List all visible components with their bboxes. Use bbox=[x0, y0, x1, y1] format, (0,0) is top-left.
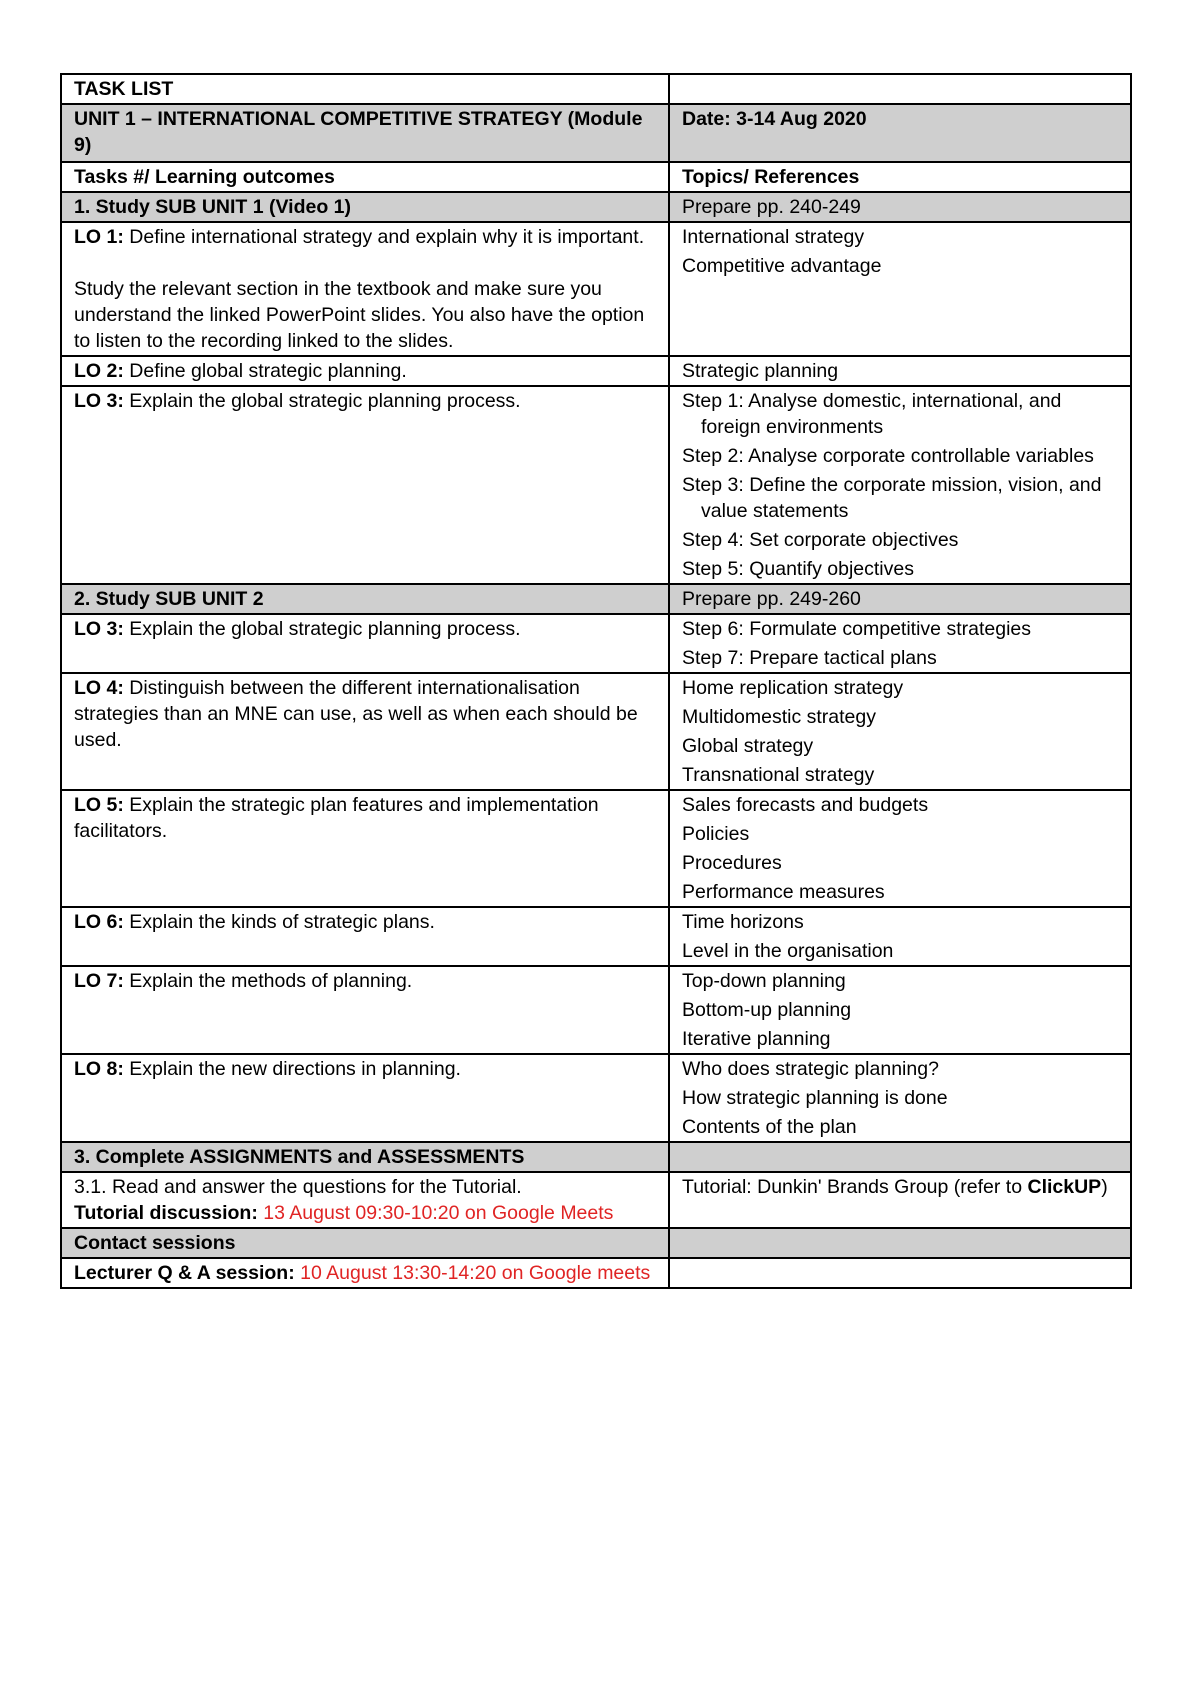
lo7-cell: LO 7: Explain the methods of planning. bbox=[61, 966, 669, 1054]
lo1-cell bbox=[61, 222, 669, 356]
topic-item: Step 1: Analyse domestic, international, and foreign environments bbox=[682, 390, 1062, 438]
lo7-topics bbox=[669, 966, 1131, 1054]
topic-item: Multidomestic strategy bbox=[682, 706, 876, 728]
lo3a-row bbox=[61, 386, 1131, 584]
lo4-topics bbox=[669, 673, 1131, 790]
topic-item: Performance measures bbox=[682, 881, 885, 903]
task-list-title: TASK LIST bbox=[61, 74, 669, 104]
topic-item: Bottom-up planning bbox=[682, 999, 852, 1021]
lo8-cell: LO 8: Explain the new directions in planning. bbox=[61, 1054, 669, 1142]
topic-item: Home replication strategy bbox=[682, 677, 904, 699]
section-1-reference: Prepare pp. 240-249 bbox=[669, 192, 1131, 222]
title-empty-cell bbox=[669, 74, 1131, 104]
section-2-row bbox=[61, 584, 1131, 614]
topic-item: Step 6: Formulate competitive strategies bbox=[682, 618, 1031, 640]
lo2-cell: LO 2: Define global strategic planning. bbox=[61, 356, 669, 386]
contact-sessions-empty-cell bbox=[669, 1228, 1131, 1258]
lo2-row bbox=[61, 356, 1131, 386]
contact-sessions-heading: Contact sessions bbox=[61, 1228, 669, 1258]
col-header-topics: Topics/ References bbox=[669, 162, 1131, 192]
lo4-cell: LO 4: Distinguish between the different internationalisation strategies than an MNE can use, as well as when each should be used. bbox=[61, 673, 669, 790]
lo1-note: Study the relevant section in the textbook and make sure you understand the linked PowerPoint slides. You also have the option to listen to the recording linked to the slides. bbox=[74, 278, 645, 352]
topic-item: Competitive advantage bbox=[682, 255, 882, 277]
lo6-topics bbox=[669, 907, 1131, 966]
contact-sessions-row bbox=[61, 1228, 1131, 1258]
topic-item: Procedures bbox=[682, 852, 782, 874]
unit-date: Date: 3-14 Aug 2020 bbox=[669, 104, 1131, 162]
topic-item: Top-down planning bbox=[682, 970, 846, 992]
lo3b-row bbox=[61, 614, 1131, 673]
section-1-row bbox=[61, 192, 1131, 222]
unit-row bbox=[61, 104, 1131, 162]
tutorial-row bbox=[61, 1172, 1131, 1228]
lo3a-topics bbox=[669, 386, 1131, 584]
topic-item: How strategic planning is done bbox=[682, 1087, 948, 1109]
lo5-cell: LO 5: Explain the strategic plan features and implementation facilitators. bbox=[61, 790, 669, 907]
lo4-row bbox=[61, 673, 1131, 790]
lo2-topics bbox=[669, 356, 1131, 386]
topic-item: Step 3: Define the corporate mission, vision, and value statements bbox=[682, 474, 1102, 522]
tutorial-discussion: Tutorial discussion: 13 August 09:30-10:20 on Google Meets bbox=[74, 1202, 614, 1224]
tutorial-topic: Tutorial: Dunkin' Brands Group (refer to ClickUP) bbox=[669, 1172, 1131, 1228]
topic-item: Sales forecasts and budgets bbox=[682, 794, 929, 816]
topic-item: Contents of the plan bbox=[682, 1116, 857, 1138]
topic-item: Policies bbox=[682, 823, 750, 845]
lo1-text: LO 1: Define international strategy and explain why it is important. bbox=[74, 226, 645, 248]
lecturer-session-row bbox=[61, 1258, 1131, 1288]
section-1-heading: 1. Study SUB UNIT 1 (Video 1) bbox=[61, 192, 669, 222]
title-row bbox=[61, 74, 1131, 104]
lo6-cell: LO 6: Explain the kinds of strategic plans. bbox=[61, 907, 669, 966]
lo1-topics bbox=[669, 222, 1131, 356]
unit-title: UNIT 1 – INTERNATIONAL COMPETITIVE STRATEGY (Module 9) bbox=[61, 104, 669, 162]
col-header-tasks: Tasks #/ Learning outcomes bbox=[61, 162, 669, 192]
topic-item: International strategy bbox=[682, 226, 865, 248]
tutorial-task: 3.1. Read and answer the questions for the Tutorial. bbox=[74, 1176, 522, 1198]
lo1-row bbox=[61, 222, 1131, 356]
lo8-row bbox=[61, 1054, 1131, 1142]
lo6-row bbox=[61, 907, 1131, 966]
tutorial-cell bbox=[61, 1172, 669, 1228]
column-header-row bbox=[61, 162, 1131, 192]
section-2-reference: Prepare pp. 249-260 bbox=[669, 584, 1131, 614]
lo3b-topics bbox=[669, 614, 1131, 673]
lo8-topics bbox=[669, 1054, 1131, 1142]
lecturer-session-empty-cell bbox=[669, 1258, 1131, 1288]
topic-item: Step 7: Prepare tactical plans bbox=[682, 647, 937, 669]
topic-item: Step 5: Quantify objectives bbox=[682, 558, 914, 580]
lo5-row bbox=[61, 790, 1131, 907]
topic-item: Who does strategic planning? bbox=[682, 1058, 939, 1080]
task-list-table bbox=[60, 73, 1132, 1289]
lo3b-cell: LO 3: Explain the global strategic planning process. bbox=[61, 614, 669, 673]
section-2-heading: 2. Study SUB UNIT 2 bbox=[61, 584, 669, 614]
section-3-empty-cell bbox=[669, 1142, 1131, 1172]
topic-item: Iterative planning bbox=[682, 1028, 831, 1050]
topic-item: Time horizons bbox=[682, 911, 804, 933]
topic-item: Level in the organisation bbox=[682, 940, 894, 962]
topic-item: Strategic planning bbox=[682, 360, 839, 382]
lo3a-cell: LO 3: Explain the global strategic planning process. bbox=[61, 386, 669, 584]
section-3-heading: 3. Complete ASSIGNMENTS and ASSESSMENTS bbox=[61, 1142, 669, 1172]
topic-item: Step 4: Set corporate objectives bbox=[682, 529, 959, 551]
lo5-topics bbox=[669, 790, 1131, 907]
topic-item: Step 2: Analyse corporate controllable variables bbox=[682, 445, 1094, 467]
lo7-row bbox=[61, 966, 1131, 1054]
topic-item: Global strategy bbox=[682, 735, 814, 757]
lecturer-session-cell: Lecturer Q & A session: 10 August 13:30-14:20 on Google meets bbox=[61, 1258, 669, 1288]
topic-item: Transnational strategy bbox=[682, 764, 875, 786]
section-3-row bbox=[61, 1142, 1131, 1172]
